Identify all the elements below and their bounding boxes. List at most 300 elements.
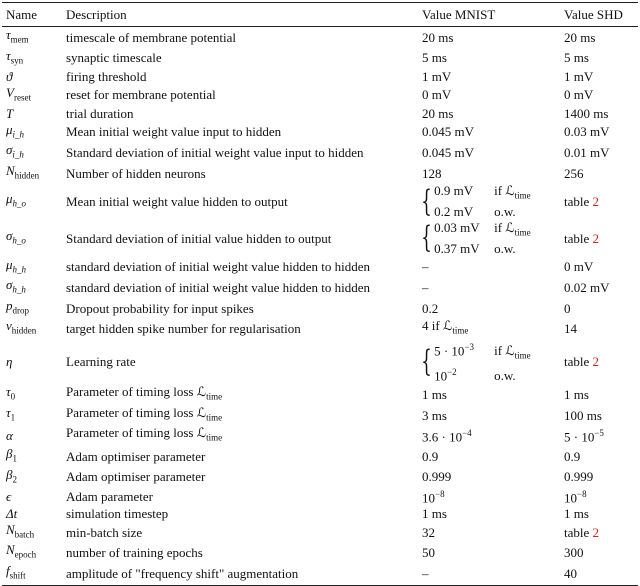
table-row [2, 68, 638, 84]
param-description-cell [62, 467, 418, 488]
table-row [2, 505, 638, 521]
param-name-cell [2, 257, 62, 278]
value-mnist-cell [418, 163, 560, 184]
description-text: reset for membrane potential [66, 87, 216, 103]
value-mnist-cell [418, 68, 560, 84]
shd-value-text: 20 ms [564, 29, 596, 45]
param-description-cell [62, 183, 418, 220]
param-name-cell [2, 105, 62, 121]
param-symbol-subscript: shift [9, 570, 26, 581]
shd-value-text: table [564, 524, 590, 540]
param-description-cell [62, 298, 418, 319]
param-symbol-subscript: i_h [12, 129, 25, 140]
param-symbol [6, 354, 12, 369]
description-text: Parameter of timing loss ℒ [66, 404, 207, 420]
param-symbol [6, 297, 29, 316]
table-row [2, 339, 638, 384]
param-description-cell [62, 425, 418, 446]
shd-value-text: 0.999 [564, 469, 594, 485]
left-brace: { [421, 183, 432, 219]
shd-value-text: 1 ms [564, 386, 589, 402]
param-symbol [6, 162, 40, 181]
param-symbol-subscript: h_o [12, 235, 26, 246]
param-symbol-main: α [6, 428, 13, 444]
value-mnist-cell [418, 522, 560, 543]
shd-value-text: table [564, 194, 590, 210]
param-name-cell [2, 68, 62, 84]
description-text: amplitude of "frequency shift" augmentation [66, 565, 299, 581]
case-condition-subscript: time [514, 227, 531, 238]
mnist-value-text: – [422, 279, 429, 295]
param-description-cell [62, 220, 418, 257]
param-name-cell [2, 220, 62, 257]
value-shd-cell [560, 467, 638, 488]
description-subscript: time [206, 412, 223, 423]
param-symbol-main: p [6, 297, 13, 313]
description-text: min-batch size [66, 524, 143, 540]
header-value-mnist: Value MNIST [418, 3, 560, 27]
param-symbol-main: ϑ [6, 68, 13, 84]
param-symbol-subscript: drop [12, 305, 29, 316]
table-body [2, 27, 638, 586]
param-description-cell [62, 542, 418, 563]
description-text: Dropout probability for input spikes [66, 300, 254, 316]
param-description-cell [62, 27, 418, 48]
param-symbol-subscript: reset [13, 92, 31, 103]
value-mnist-cell [418, 505, 560, 521]
param-symbol [6, 142, 24, 160]
param-symbol-main: η [6, 354, 13, 370]
param-symbol-main: N [6, 542, 15, 558]
shd-value-table-ref-link[interactable]: 2 [592, 230, 600, 246]
param-symbol [6, 506, 17, 521]
param-description-cell [62, 384, 418, 405]
param-name-cell [2, 522, 62, 543]
description-text: Parameter of timing loss ℒ [66, 384, 207, 400]
param-description-cell [62, 339, 418, 384]
table-row [2, 85, 638, 106]
param-symbol-subscript: syn [10, 55, 24, 66]
mnist-value-text: 3 ms [422, 407, 447, 423]
shd-value-text: 0.01 mV [564, 144, 610, 160]
param-symbol [6, 256, 27, 275]
value-mnist-cell [418, 339, 560, 384]
table-row [2, 183, 638, 220]
case-row [434, 220, 531, 241]
param-name-cell [2, 48, 62, 69]
description-text: Adam optimiser parameter [66, 469, 206, 485]
table-row [2, 487, 638, 505]
table-row [2, 48, 638, 69]
case-row [434, 339, 531, 364]
value-shd-cell [560, 542, 638, 563]
case-condition [494, 220, 531, 241]
param-symbol [6, 47, 24, 66]
case-row [434, 241, 531, 257]
value-shd-cell [560, 384, 638, 405]
header-name: Name [2, 3, 62, 27]
description-text: Adam parameter [66, 488, 153, 504]
description-text: Learning rate [66, 354, 136, 370]
param-symbol-main: β [6, 466, 13, 482]
value-shd-cell [560, 405, 638, 426]
param-name-cell [2, 183, 62, 220]
description-subscript: time [206, 391, 223, 402]
case-condition-text: if ℒ [494, 183, 515, 199]
shd-value-text: 1400 ms [564, 105, 609, 121]
value-shd-cell [560, 220, 638, 257]
left-brace: { [421, 343, 432, 379]
value-mnist-cell [418, 384, 560, 405]
param-symbol-main: μ [6, 191, 13, 207]
param-name-cell [2, 122, 62, 143]
cases-rows [434, 220, 531, 257]
mnist-value-exponent: −8 [435, 489, 445, 500]
description-text: Standard deviation of initial value hidden to output [66, 230, 332, 246]
case-condition-text: o.w. [494, 240, 516, 256]
value-shd-cell [560, 446, 638, 467]
parameter-table [2, 2, 638, 586]
description-text: target hidden spike number for regularisation [66, 321, 301, 337]
case-value [434, 183, 494, 199]
description-text: synaptic timescale [66, 50, 162, 66]
case-value-text: 5 · 10 [434, 343, 465, 359]
value-mnist-cell [418, 467, 560, 488]
case-condition-subscript: time [514, 350, 531, 361]
param-name-cell [2, 505, 62, 521]
description-subscript: time [206, 432, 223, 443]
mnist-value-exponent: −4 [462, 428, 472, 439]
param-symbol-main: μ [6, 121, 13, 137]
param-symbol-main: N [6, 162, 15, 178]
param-symbol-subscript: i_h [12, 149, 24, 160]
param-symbol-main: τ [6, 384, 11, 400]
table-row [2, 563, 638, 585]
param-name-cell [2, 563, 62, 585]
value-mnist-cell [418, 27, 560, 48]
param-name-cell [2, 85, 62, 106]
shd-value-table-ref-link[interactable]: 2 [592, 194, 600, 210]
shd-value-text: 0.02 mV [564, 279, 610, 295]
value-mnist-cell [418, 405, 560, 426]
value-shd-cell [560, 277, 638, 298]
mnist-cases [422, 339, 531, 384]
cases-rows [434, 183, 531, 220]
case-value [434, 241, 494, 257]
table-row [2, 27, 638, 48]
param-symbol-subscript: batch [14, 529, 35, 540]
param-symbol-main: σ [6, 277, 13, 293]
param-symbol [6, 69, 12, 84]
header-value-shd: Value SHD [560, 3, 638, 27]
value-mnist-cell [418, 85, 560, 106]
case-condition-subscript: time [514, 190, 531, 201]
table-row [2, 467, 638, 488]
param-symbol-main: Δt [6, 506, 18, 522]
description-text: Standard deviation of initial weight value input to hidden [66, 144, 364, 160]
mnist-value-text: 0.045 mV [422, 144, 474, 160]
shd-value-text: 5 · 10 [564, 429, 595, 445]
header-description: Description [62, 3, 418, 27]
table-row [2, 220, 638, 257]
value-shd-cell [560, 85, 638, 106]
value-shd-cell [560, 48, 638, 69]
mnist-value-text: 50 [422, 545, 435, 561]
param-name-cell [2, 487, 62, 505]
table-row [2, 522, 638, 543]
mnist-value-text: 128 [422, 165, 442, 181]
param-symbol-subscript: 0 [10, 391, 16, 402]
shd-value-text: 256 [564, 165, 584, 181]
mnist-value-text: 1 ms [422, 386, 447, 402]
cases-rows [434, 339, 531, 384]
param-symbol [6, 318, 37, 336]
description-text: trial duration [66, 105, 134, 121]
param-description-cell [62, 85, 418, 106]
value-shd-cell [560, 522, 638, 543]
mnist-value-text: 0.999 [422, 469, 452, 485]
param-symbol-main: T [6, 105, 14, 121]
value-mnist-cell [418, 425, 560, 446]
param-symbol-subscript: epoch [14, 550, 37, 561]
value-mnist-cell [418, 48, 560, 69]
case-value-text: 0.2 mV [434, 203, 474, 219]
value-shd-cell [560, 183, 638, 220]
case-row [434, 364, 531, 384]
param-symbol [6, 191, 27, 209]
value-mnist-cell [418, 105, 560, 121]
param-description-cell [62, 163, 418, 184]
param-symbol-main: τ [6, 27, 11, 42]
param-symbol [6, 227, 26, 246]
param-symbol [6, 106, 13, 121]
param-symbol-subscript: mem [10, 34, 29, 45]
mnist-value-text: 0.045 mV [422, 124, 474, 140]
table-row [2, 257, 638, 278]
param-name-cell [2, 298, 62, 319]
table-row [2, 298, 638, 319]
param-name-cell [2, 405, 62, 426]
value-shd-cell [560, 68, 638, 84]
param-name-cell [2, 142, 62, 163]
case-value-text: 0.9 mV [434, 183, 474, 199]
param-symbol-subscript: h_h [12, 284, 26, 295]
mnist-value-text: 20 ms [422, 105, 454, 121]
shd-value-text: 300 [564, 545, 584, 561]
value-shd-cell [560, 318, 638, 339]
value-shd-cell [560, 122, 638, 143]
param-name-cell [2, 467, 62, 488]
param-name-cell [2, 27, 62, 48]
param-symbol [6, 84, 31, 103]
shd-value-text: 14 [564, 321, 577, 337]
shd-value-table-ref-link[interactable]: 2 [592, 524, 600, 540]
case-condition-text: if ℒ [494, 219, 515, 235]
case-condition [494, 241, 516, 257]
case-condition [494, 183, 531, 204]
param-symbol [6, 277, 26, 295]
shd-value-text: 1 mV [564, 68, 594, 84]
param-description-cell [62, 122, 418, 143]
table-row [2, 105, 638, 121]
shd-value-text: 100 ms [564, 407, 602, 423]
param-description-cell [62, 257, 418, 278]
param-symbol-subscript: 2 [12, 474, 17, 485]
param-name-cell [2, 163, 62, 184]
param-description-cell [62, 48, 418, 69]
param-symbol-subscript: h_o [12, 198, 27, 209]
mnist-value-text: 3.6 · 10 [422, 429, 463, 445]
param-symbol [6, 404, 16, 423]
mnist-value-text: 0.2 [422, 300, 439, 316]
param-name-cell [2, 542, 62, 563]
param-symbol [6, 521, 35, 540]
param-name-cell [2, 425, 62, 446]
table-row [2, 163, 638, 184]
case-condition-text: if ℒ [494, 343, 515, 359]
value-mnist-cell [418, 257, 560, 278]
value-shd-cell [560, 142, 638, 163]
value-mnist-cell [418, 542, 560, 563]
param-symbol-main: V [6, 84, 14, 100]
param-symbol-main: σ [6, 227, 13, 243]
shd-value-exponent: −5 [594, 428, 604, 439]
table-header-row [2, 3, 638, 27]
param-symbol-main: σ [6, 142, 13, 158]
description-text: Number of hidden neurons [66, 165, 206, 181]
param-symbol-subscript: 1 [10, 412, 16, 423]
shd-value-text: 0.9 [564, 448, 581, 464]
mnist-cases [422, 220, 531, 257]
param-description-cell [62, 563, 418, 585]
value-shd-cell [560, 425, 638, 446]
case-condition-text: o.w. [494, 203, 516, 219]
param-symbol [6, 466, 17, 485]
param-symbol-main: N [6, 521, 15, 537]
value-mnist-cell [418, 487, 560, 505]
mnist-value-text: 1 ms [422, 506, 447, 522]
param-symbol [6, 27, 29, 45]
value-mnist-cell [418, 318, 560, 339]
param-symbol-main: μ [6, 256, 13, 272]
value-mnist-cell [418, 220, 560, 257]
param-description-cell [62, 446, 418, 467]
mnist-value-subscript: time [452, 325, 469, 336]
case-condition [494, 343, 531, 364]
shd-value-text: 5 ms [564, 50, 589, 66]
value-mnist-cell [418, 563, 560, 585]
mnist-value-text: 1 mV [422, 68, 452, 84]
table-row [2, 405, 638, 426]
param-symbol [6, 445, 17, 464]
param-symbol-subscript: hidden [11, 325, 37, 336]
param-description-cell [62, 105, 418, 121]
mnist-value-text: 20 ms [422, 29, 454, 45]
shd-value-text: 10 [564, 490, 577, 506]
table-row [2, 142, 638, 163]
case-value [434, 220, 494, 236]
case-row [434, 204, 531, 220]
left-brace: { [421, 220, 432, 256]
value-mnist-cell [418, 277, 560, 298]
description-text: Adam optimiser parameter [66, 448, 206, 464]
mnist-value-text: – [422, 565, 429, 581]
param-symbol-main: f [6, 563, 10, 579]
case-value-text: 10 [434, 368, 448, 384]
description-text: number of training epochs [66, 545, 203, 561]
param-symbol [6, 121, 25, 140]
param-name-cell [2, 277, 62, 298]
shd-value-table-ref-link[interactable]: 2 [592, 354, 600, 370]
case-condition-text: o.w. [494, 368, 516, 384]
shd-value-text: table [564, 230, 590, 246]
param-description-cell [62, 487, 418, 505]
value-shd-cell [560, 27, 638, 48]
description-text: standard deviation of initial weight value hidden to hidden [66, 259, 370, 275]
mnist-value-text: 10 [422, 490, 435, 506]
table-row [2, 425, 638, 446]
value-shd-cell [560, 163, 638, 184]
table-row [2, 542, 638, 563]
case-value [434, 364, 494, 384]
mnist-value-text: 0 mV [422, 87, 452, 103]
param-symbol-main: τ [6, 47, 11, 63]
table-row [2, 446, 638, 467]
mnist-value-text: 0.9 [422, 448, 439, 464]
table-row [2, 277, 638, 298]
param-symbol [6, 428, 13, 443]
param-symbol-main: ν [6, 318, 12, 334]
description-text: Parameter of timing loss ℒ [66, 425, 207, 441]
param-description-cell [62, 142, 418, 163]
shd-value-text: 1 ms [564, 506, 589, 522]
value-shd-cell [560, 487, 638, 505]
description-text: timescale of membrane potential [66, 29, 237, 45]
param-symbol-main: τ [6, 404, 11, 420]
value-mnist-cell [418, 298, 560, 319]
case-row [434, 183, 531, 204]
shd-value-text: 0.03 mV [564, 124, 610, 140]
param-name-cell [2, 318, 62, 339]
description-text: simulation timestep [66, 506, 169, 522]
shd-value-text: 0 mV [564, 87, 594, 103]
case-condition [494, 368, 516, 384]
param-description-cell [62, 405, 418, 426]
value-mnist-cell [418, 446, 560, 467]
param-name-cell [2, 339, 62, 384]
param-description-cell [62, 68, 418, 84]
description-text: standard deviation of initial weight value hidden to hidden [66, 279, 370, 295]
param-description-cell [62, 522, 418, 543]
param-name-cell [2, 446, 62, 467]
param-description-cell [62, 505, 418, 521]
table-row [2, 122, 638, 143]
param-symbol-subscript: hidden [14, 170, 40, 181]
mnist-value-text: 5 ms [422, 50, 447, 66]
shd-value-text: 40 [564, 565, 577, 581]
value-shd-cell [560, 505, 638, 521]
shd-value-text: 0 mV [564, 259, 594, 275]
mnist-cases [422, 183, 531, 220]
case-condition [494, 204, 516, 220]
param-symbol-subscript: 1 [12, 453, 17, 464]
case-value [434, 204, 494, 220]
value-shd-cell [560, 257, 638, 278]
value-mnist-cell [418, 183, 560, 220]
case-value-text: 0.37 mV [434, 240, 480, 256]
shd-value-text: table [564, 354, 590, 370]
param-symbol-main: ϵ [6, 488, 12, 504]
